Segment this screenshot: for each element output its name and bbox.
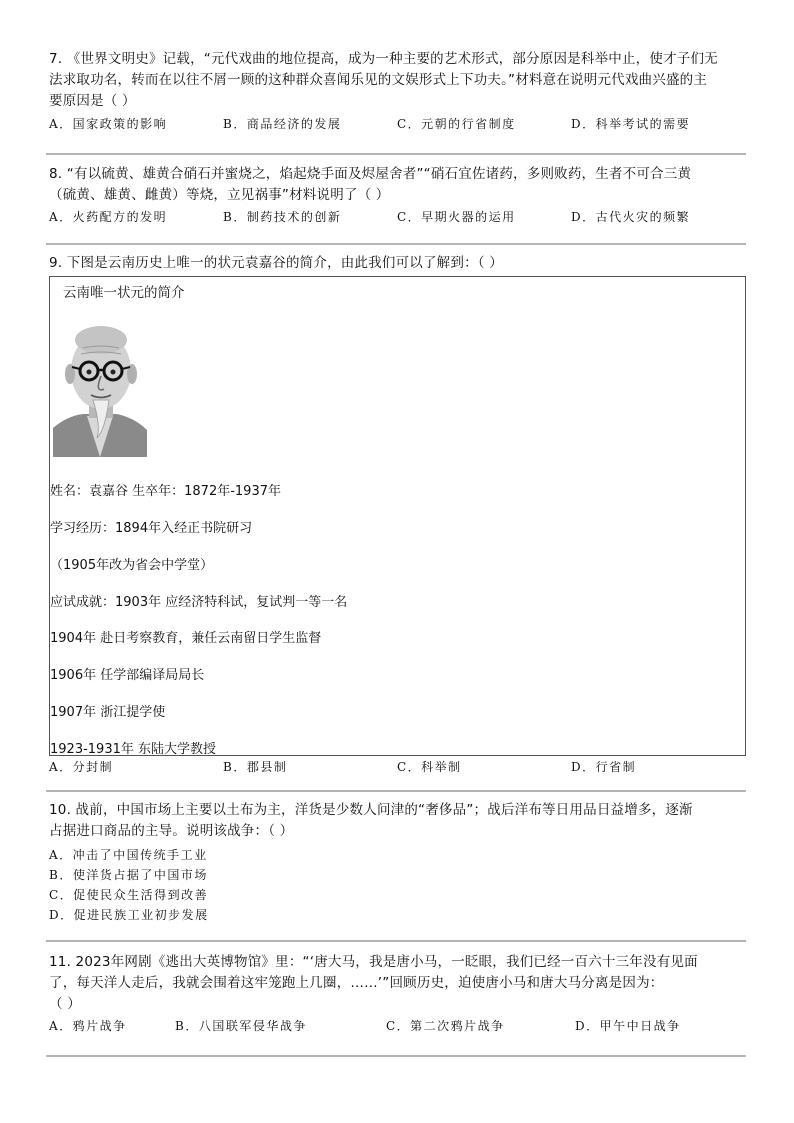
question-9 (49, 253, 745, 274)
option-b[interactable]: B．郡县制 (223, 760, 288, 774)
option-a[interactable]: A．分封制 (49, 760, 114, 774)
portrait-photo-icon (53, 316, 147, 457)
question-7-line-3: 要原因是（ ） (49, 93, 136, 109)
option-c[interactable]: C．元朝的行省制度 (397, 117, 516, 131)
option-d[interactable]: D．科举考试的需要 (571, 117, 691, 131)
option-a[interactable]: A．火药配方的发明 (49, 210, 168, 224)
question-9-line-1: 9. 下图是云南历史上唯一的状元袁嘉谷的简介，由此我们可以了解到：（ ） (49, 255, 503, 271)
option-b[interactable]: B．商品经济的发展 (223, 117, 342, 131)
profile-line: 1906年 任学部编译局局长 (50, 668, 205, 683)
question-11-line-3: （ ） (49, 996, 81, 1012)
divider (46, 243, 746, 245)
option-b[interactable]: B．制药技术的创新 (223, 210, 342, 224)
profile-line: （1905年改为省会中学堂） (50, 558, 214, 573)
question-10-options (49, 845, 745, 925)
profile-line: 应试成就：1903年 应经济特科试，复试判一等一名 (50, 595, 348, 610)
option-d[interactable]: D．古代火灾的频繁 (571, 210, 691, 224)
profile-line: 姓名：袁嘉谷 生卒年：1872年-1937年 (50, 484, 281, 499)
option-c[interactable]: C．早期火器的运用 (397, 210, 516, 224)
divider (46, 1055, 746, 1057)
question-11-line-2: 了，每天洋人走后，我就会围着这牢笼跑上几圈，……’”回顾历史，迫使唐小马和唐大马分离是因为： (49, 975, 664, 991)
option-c[interactable]: C．科举制 (397, 760, 462, 774)
profile-caption: 云南唯一状元的简介 (63, 285, 185, 301)
portrait-image (53, 316, 147, 457)
option-d[interactable]: D．甲午中日战争 (575, 1019, 681, 1033)
question-7-options (49, 115, 745, 135)
profile-line: 学习经历：1894年入经正书院研习 (50, 521, 253, 536)
option-c[interactable]: C．第二次鸦片战争 (386, 1019, 505, 1033)
question-10-line-2: 占据进口商品的主导。说明该战争：（ ） (49, 823, 294, 839)
question-7-line-2: 法求取功名，转而在以往不屑一顾的这种群众喜闻乐见的文娱形式上下功夫。”材料意在说明元代戏曲兴盛的主 (49, 72, 708, 88)
question-8-line-1: 8. “有以硫黄、雄黄合硝石并蜜烧之，焰起烧手面及烬屋舍者”“硝石宜佐诸药，多则败药，生者不可合三黄 (49, 166, 692, 182)
question-9-options (49, 758, 745, 778)
option-d[interactable]: D．促进民族工业初步发展 (49, 908, 209, 922)
profile-box (49, 276, 746, 756)
question-8-line-2: （硫黄、雄黄、雌黄）等烧，立见祸事”材料说明了（ ） (49, 187, 390, 203)
profile-line: 1904年 赴日考察教育，兼任云南留日学生监督 (50, 631, 322, 646)
divider (46, 790, 746, 792)
profile-line: 1907年 浙江提学使 (50, 705, 166, 720)
option-b[interactable]: B．八国联军侵华战争 (175, 1019, 307, 1033)
divider (46, 153, 746, 155)
option-b[interactable]: B．使洋货占据了中国市场 (49, 868, 208, 882)
divider (46, 940, 746, 942)
question-7 (49, 49, 745, 135)
option-d[interactable]: D．行省制 (571, 760, 637, 774)
question-8-options (49, 208, 745, 228)
option-a[interactable]: A．鸦片战争 (49, 1019, 127, 1033)
profile-line: 1923-1931年 东陆大学教授 (50, 742, 216, 757)
question-10-line-1: 10. 战前，中国市场上主要以土布为主，洋货是少数人问津的“奢侈品”；战后洋布等日用品日益增多，逐渐 (49, 802, 693, 818)
option-c[interactable]: C．促使民众生活得到改善 (49, 888, 209, 902)
question-11-line-1: 11. 2023年网剧《逃出大英博物馆》里：“‘唐大马，我是唐小马，一眨眼，我们已经一百六十三年没有见面 (49, 954, 698, 970)
question-7-line-1: 7. 《世界文明史》记载，“元代戏曲的地位提高，成为一种主要的艺术形式，部分原因是科举中止，使才子们无 (49, 51, 718, 67)
option-a[interactable]: A．国家政策的影响 (49, 117, 168, 131)
question-11 (49, 952, 745, 1037)
question-10 (49, 800, 745, 925)
question-8 (49, 164, 745, 228)
option-a[interactable]: A．冲击了中国传统手工业 (49, 848, 208, 862)
question-11-options (49, 1017, 745, 1037)
